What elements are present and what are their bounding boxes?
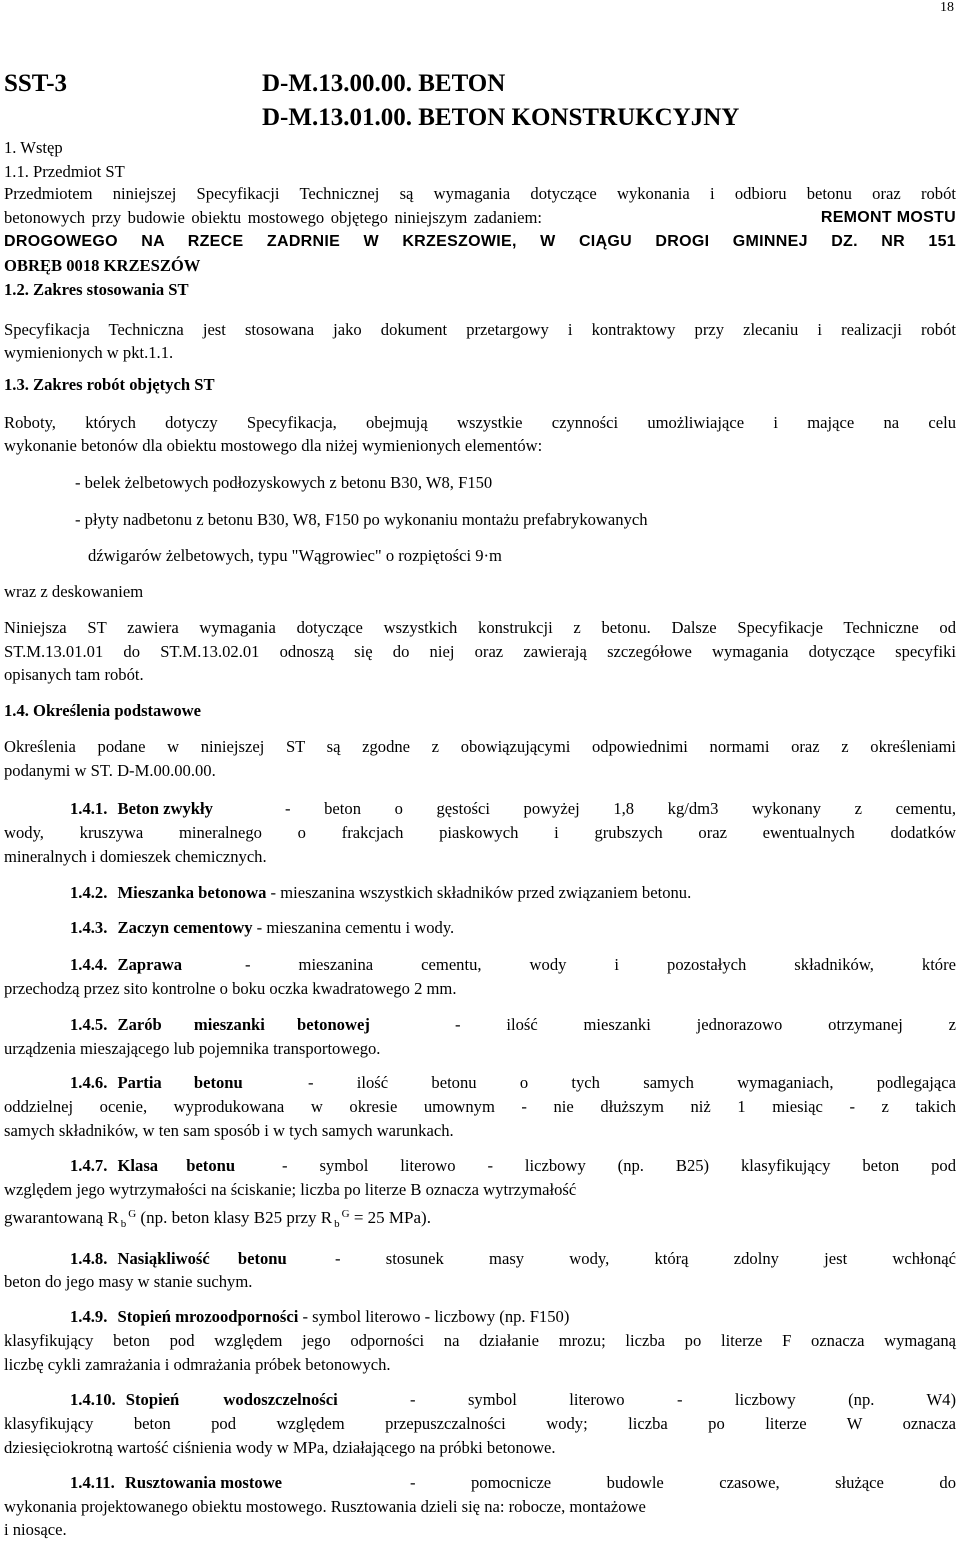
def-7-text: - symbol literowo - liczbowy (np. B25) klasyfikujący beton pod (282, 1156, 956, 1175)
para-4-line-3: opisanych tam robót. (4, 665, 144, 684)
def-4-text: - mieszanina cementu, wody i pozostałych składników, które (245, 955, 956, 974)
def-8-line-1 (70, 1249, 956, 1269)
formwork-note: wraz z deskowaniem (4, 582, 144, 601)
def-9-term: Stopień mrozoodporności (117, 1307, 299, 1326)
section-1-4-heading: 1.4. Określenia podstawowe (4, 701, 201, 720)
def-6-line-2: oddzielnej ocenie, wyprodukowana w okresie umownym - nie dłuższym niż 1 miesiąc - z takich (4, 1097, 956, 1116)
para-4-line-1: Niniejsza ST zawiera wymagania dotyczące wszystkich konstrukcji z betonu. Dalsze Specyfikacje Techniczne od (4, 618, 956, 637)
def-11-line-3: i niosące. (4, 1520, 67, 1539)
def-7-number: 1.4.7. (70, 1156, 108, 1175)
def-9-text: - symbol literowo - liczbowy (np. F150) (298, 1307, 570, 1326)
def-10-number: 1.4.10. (70, 1390, 116, 1409)
list-item-2: - płyty nadbetonu z betonu B30, W8, F150 po wykonaniu montażu prefabrykowanych (75, 510, 648, 529)
para-1-line-2 (4, 208, 956, 228)
def-2-line-1 (70, 883, 956, 903)
def-6-number: 1.4.6. (70, 1073, 108, 1092)
def-10-line-1 (70, 1390, 956, 1410)
def-1-number: 1.4.1. (70, 799, 108, 818)
def-7-line-3c: = 25 MPa). (349, 1208, 431, 1227)
def-9-line-3: liczbę cykli zamrażania i odmrażania próbek betonowych. (4, 1355, 391, 1374)
def-7-line-2: względem jego wytrzymałości na ściskanie; liczba po literze B oznacza wytrzymałość (4, 1180, 577, 1199)
def-8-term: Nasiąkliwość betonu (117, 1249, 287, 1268)
para-5-line-2: podanymi w ST. D-M.00.00.00. (4, 761, 216, 780)
page-number: 18 (940, 0, 954, 15)
def-8-number: 1.4.8. (70, 1249, 108, 1268)
para-5-line-1: Określenia podane w niniejszej ST są zgodne z obowiązującymi odpowiednimi normami oraz z określeniami (4, 737, 956, 756)
def-7-sub-2: b (334, 1218, 340, 1230)
para-2-line-1: Specyfikacja Techniczna jest stosowana jako dokument przetargowy i kontraktowy przy zlecaniu i realizacji robót (4, 320, 956, 339)
def-7-line-3b: (np. beton klasy B25 przy R (136, 1208, 333, 1227)
def-7-line-3 (4, 1208, 956, 1230)
def-1-line-3: mineralnych i domieszek chemicznych. (4, 847, 267, 866)
def-7-line-1 (70, 1156, 956, 1176)
para-1-line-1: Przedmiotem niniejszej Specyfikacji Technicznej są wymagania dotyczące wykonania i odbioru betonu oraz robót (4, 184, 956, 203)
def-7-sub-1: b (120, 1218, 127, 1230)
project-name-part-1: REMONT MOSTU (820, 209, 956, 226)
def-11-term: Rusztowania mostowe (124, 1473, 283, 1492)
title-line-1: D-M.13.00.00. BETON (262, 70, 506, 97)
def-11-text: - pomocnicze budowle czasowe, służące do (410, 1473, 956, 1492)
def-5-text: - ilość mieszanki jednorazowo otrzymanej z (455, 1015, 956, 1034)
def-2-term: Mieszanka betonowa (117, 883, 267, 902)
para-4-line-2: ST.M.13.01.01 do ST.M.13.02.01 odnoszą się do niej oraz zawierają szczegółowe wymagania dotyczące specyfiki (4, 642, 956, 661)
def-9-line-2: klasyfikujący beton pod względem jego odporności na działanie mrozu; liczba po literze F oznacza wymaganą (4, 1331, 956, 1350)
section-1-1-heading: 1.1. Przedmiot ST (4, 162, 125, 181)
title-line-2: D-M.13.01.00. BETON KONSTRUKCYJNY (262, 104, 740, 131)
def-1-line-1 (70, 799, 956, 819)
list-item-1: - belek żelbetowych podłozyskowych z betonu B30, W8, F150 (75, 473, 493, 492)
def-6-text: - ilość betonu o tych samych wymaganiach, podlegająca (308, 1073, 956, 1092)
def-3-line-1 (70, 918, 956, 938)
section-1-heading: 1. Wstęp (4, 138, 63, 157)
def-9-line-1 (70, 1307, 956, 1327)
para-3-line-2: wykonanie betonów dla obiektu mostowego dla niżej wymienionych elementów: (4, 436, 543, 455)
def-3-number: 1.4.3. (70, 918, 108, 937)
para-1-line-2-text: betonowych przy budowie obiektu mostowego objętego niniejszym zadaniem: (4, 208, 542, 227)
def-3-text: - mieszanina cementu i wody. (252, 918, 455, 937)
def-3-term: Zaczyn cementowy (117, 918, 253, 937)
def-6-line-3: samych składników, w ten sam sposób i w tych samych warunkach. (4, 1121, 454, 1140)
def-4-line-1 (70, 955, 956, 975)
def-5-line-1 (70, 1015, 956, 1035)
def-11-line-2: wykonania projektowanego obiektu mostowego. Rusztowania dzieli się na: robocze, montażowe (4, 1497, 646, 1516)
def-7-sup-1: G (128, 1208, 137, 1220)
section-1-2-heading: 1.2. Zakres stosowania ST (4, 280, 189, 299)
def-10-term: Stopień wodoszczelności (125, 1390, 338, 1409)
def-1-term: Beton zwykły (117, 799, 213, 818)
project-name-part-3: OBRĘB 0018 KRZESZÓW (4, 256, 201, 275)
def-2-number: 1.4.2. (70, 883, 108, 902)
def-11-number: 1.4.11. (70, 1473, 115, 1492)
def-10-line-3: dziesięciokrotną wartość ciśnienia wody w MPa, działającego na próbki betonowe. (4, 1438, 556, 1457)
def-9-number: 1.4.9. (70, 1307, 108, 1326)
def-11-line-1 (70, 1473, 956, 1493)
list-item-2-cont: dźwigarów żelbetowych, typu "Wągrowiec" o rozpiętości 9·m (88, 546, 502, 565)
spec-code: SST-3 (4, 70, 68, 97)
def-1-line-2: wody, kruszywa mineralnego o frakcjach piaskowych i grubszych oraz ewentualnych dodatków (4, 823, 956, 842)
def-8-text: - stosunek masy wody, którą zdolny jest wchłonąć (335, 1249, 956, 1268)
project-name-part-2: DROGOWEGO NA RZECE ZADRNIE W KRZESZOWIE, W CIĄGU DROGI GMINNEJ DZ. NR 151 (4, 233, 956, 250)
def-7-sup-2: G (341, 1208, 350, 1220)
section-1-3-heading: 1.3. Zakres robót objętych ST (4, 375, 215, 394)
def-2-text: - mieszanina wszystkich składników przed związaniem betonu. (266, 883, 692, 902)
def-4-term: Zaprawa (117, 955, 183, 974)
def-5-term: Zarób mieszanki betonowej (117, 1015, 370, 1034)
def-5-number: 1.4.5. (70, 1015, 108, 1034)
def-6-term: Partia betonu (117, 1073, 243, 1092)
def-8-line-2: beton do jego masy w stanie suchym. (4, 1272, 253, 1291)
def-10-text: - symbol literowo - liczbowy (np. W4) (410, 1390, 956, 1409)
def-5-line-2: urządzenia mieszającego lub pojemnika transportowego. (4, 1039, 381, 1058)
def-7-line-3a: gwarantowaną R (4, 1208, 119, 1227)
para-3-line-1: Roboty, których dotyczy Specyfikacja, obejmują wszystkie czynności umożliwiające i mające na celu (4, 413, 956, 432)
def-4-line-2: przechodzą przez sito kontrolne o boku oczka kwadratowego 2 mm. (4, 979, 457, 998)
def-6-line-1 (70, 1073, 956, 1093)
def-1-text: - beton o gęstości powyżej 1,8 kg/dm3 wykonany z cementu, (285, 799, 956, 818)
def-4-number: 1.4.4. (70, 955, 108, 974)
def-10-line-2: klasyfikujący beton pod względem przepuszczalności wody; liczba po literze W oznacza (4, 1414, 956, 1433)
para-2-line-2: wymienionych w pkt.1.1. (4, 343, 174, 362)
def-7-term: Klasa betonu (117, 1156, 236, 1175)
